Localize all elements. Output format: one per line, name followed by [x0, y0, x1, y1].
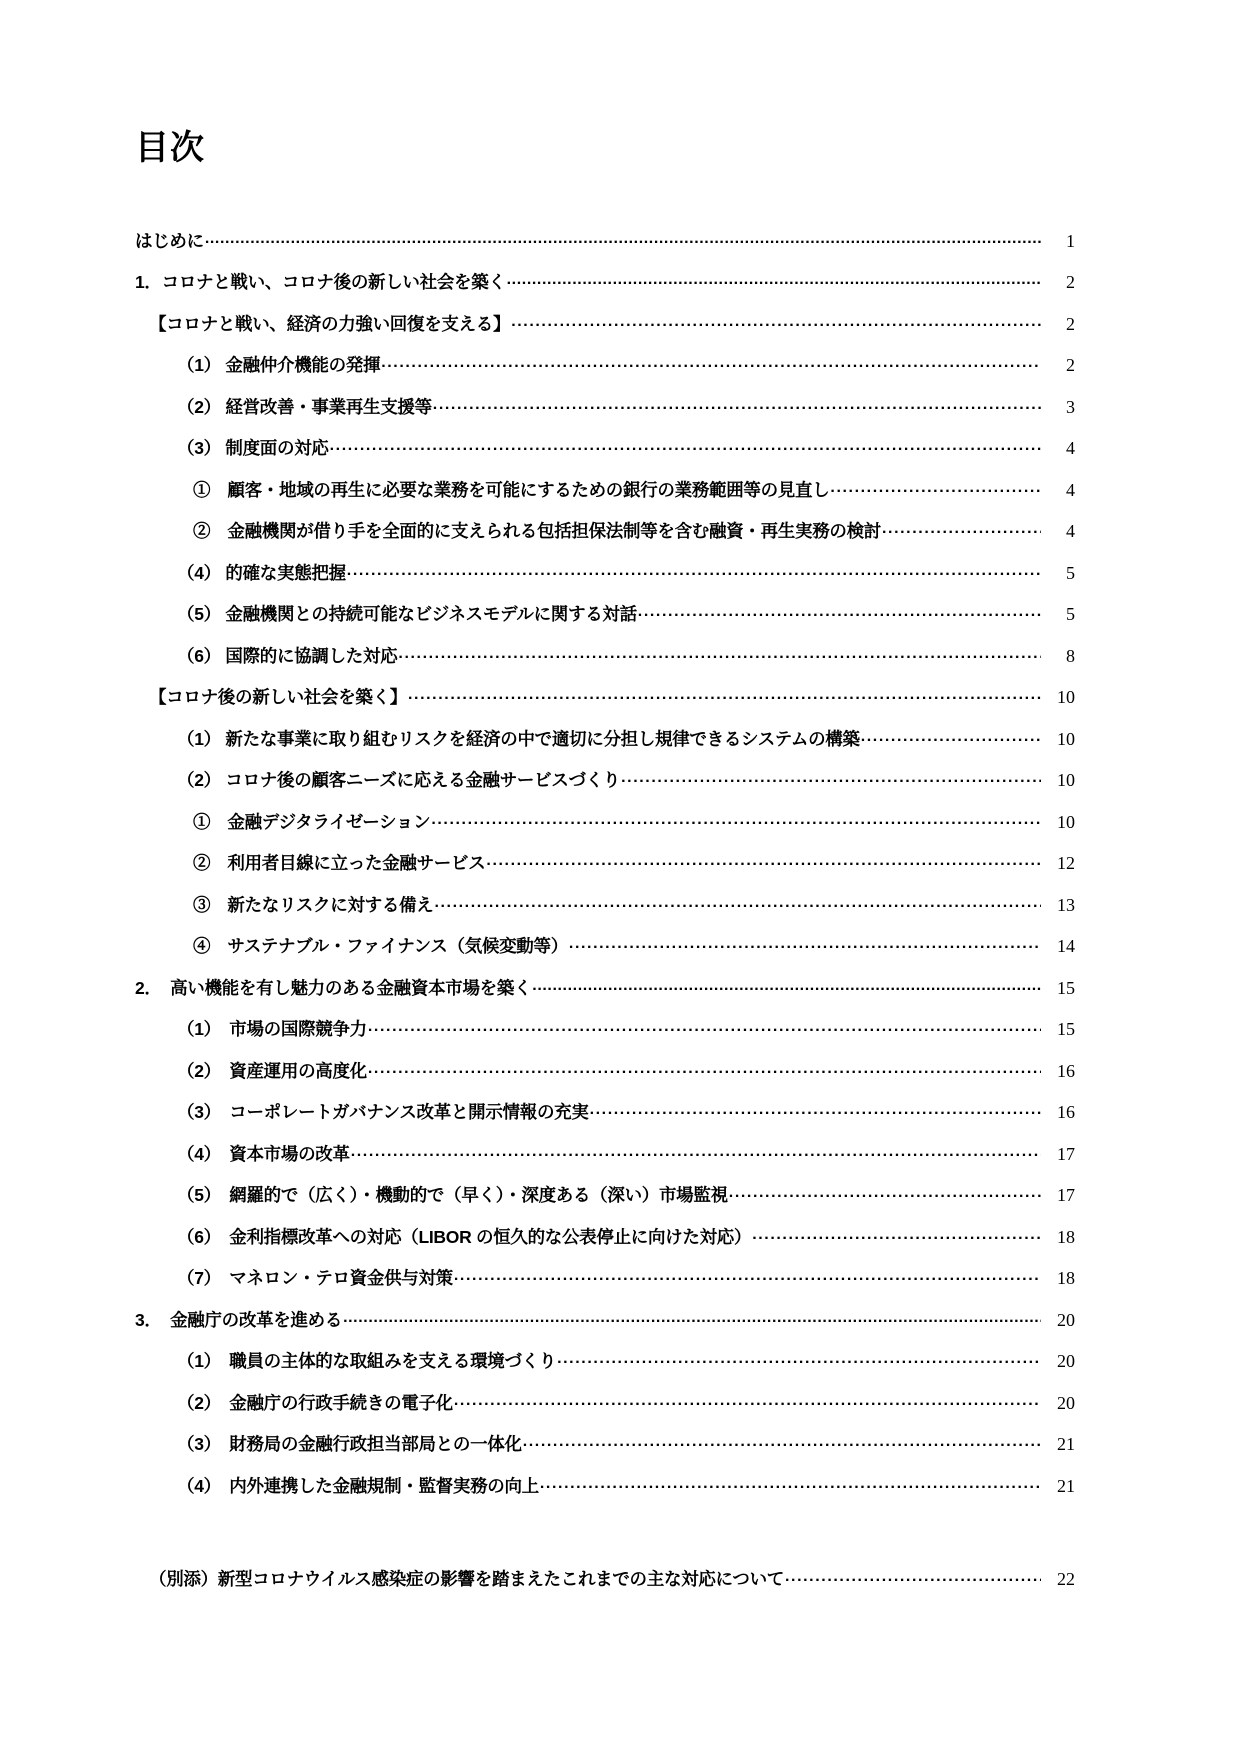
toc-entry[interactable]	[177, 1433, 1075, 1454]
toc-entry[interactable]	[177, 395, 1075, 416]
toc-entry-page-number: 10	[1057, 687, 1075, 708]
toc-entry-label: （5） 網羅的で（広く）・機動的で（早く）・深度ある（深い）市場監視	[177, 1185, 728, 1206]
toc-entry-page-number: 15	[1057, 977, 1075, 998]
toc-entry-label: （2） 金融庁の行政手続きの電子化	[177, 1392, 453, 1413]
toc-leader-dots	[532, 976, 1041, 994]
toc-entry-page-number: 4	[1066, 521, 1075, 542]
toc-entry[interactable]	[177, 1350, 1075, 1371]
toc-list	[135, 229, 1075, 1496]
toc-entry-page-number: 15	[1057, 1019, 1075, 1040]
toc-entry-label: （1） 職員の主体的な取組みを支える環境づくり	[177, 1351, 557, 1372]
toc-leader-dots	[368, 1018, 1041, 1036]
toc-entry-label: 【コロナ後の新しい社会を築く】	[149, 687, 407, 708]
toc-content	[135, 129, 1075, 1609]
toc-leader-dots	[507, 271, 1041, 289]
toc-leader-dots	[590, 1101, 1041, 1119]
toc-entry-page-number: 2	[1066, 355, 1075, 376]
toc-leader-dots	[381, 354, 1041, 372]
toc-leader-dots	[343, 1308, 1041, 1326]
toc-entry-page-number: 5	[1066, 562, 1075, 583]
toc-entry[interactable]	[177, 354, 1075, 375]
toc-entry-label: （4） 的確な実態把握	[177, 562, 346, 583]
toc-entry-label: 3． 金融庁の改革を進める	[135, 1309, 343, 1330]
toc-entry-label: （6） 国際的に協調した対応	[177, 645, 398, 666]
toc-entry-label: （2） 経営改善・事業再生支援等	[177, 396, 432, 417]
toc-entry[interactable]	[177, 1018, 1075, 1039]
toc-leader-dots	[454, 1391, 1041, 1409]
toc-entry-page-number: 17	[1057, 1143, 1075, 1164]
toc-entry-page-number: 20	[1057, 1351, 1075, 1372]
toc-entry[interactable]	[193, 810, 1075, 831]
toc-entry-page-number: 10	[1057, 770, 1075, 791]
toc-entry-page-number: 13	[1057, 894, 1075, 915]
toc-entry-page-number: 2	[1066, 313, 1075, 334]
toc-leader-dots	[398, 644, 1041, 662]
toc-leader-dots	[205, 229, 1041, 247]
toc-entry-label: はじめに	[135, 230, 204, 251]
toc-leader-dots	[486, 852, 1041, 870]
toc-entry-page-number: 20	[1057, 1309, 1075, 1330]
toc-entry[interactable]	[177, 727, 1075, 748]
toc-entry[interactable]	[193, 852, 1075, 873]
toc-entry-label: （3） 財務局の金融行政担当部局との一体化	[177, 1434, 522, 1455]
toc-entry[interactable]	[193, 935, 1075, 956]
toc-entry[interactable]	[135, 976, 1075, 997]
toc-leader-dots	[729, 1184, 1041, 1202]
toc-entry-label: 2． 高い機能を有し魅力のある金融資本市場を築く	[135, 977, 532, 998]
toc-entry-page-number: 10	[1057, 728, 1075, 749]
toc-leader-dots	[523, 1433, 1041, 1451]
toc-entry-page-number: 18	[1057, 1226, 1075, 1247]
toc-leader-dots	[347, 561, 1041, 579]
toc-entry-page-number: 14	[1057, 936, 1075, 957]
toc-leader-dots	[569, 935, 1041, 953]
toc-entry-label: （6） 金利指標改革への対応（LIBOR の恒久的な公表停止に向けた対応）	[177, 1226, 752, 1247]
toc-leader-dots	[882, 520, 1041, 538]
toc-leader-dots	[431, 810, 1041, 828]
toc-entry[interactable]	[177, 1267, 1075, 1288]
toc-entry[interactable]	[177, 1142, 1075, 1163]
toc-entry[interactable]	[177, 1101, 1075, 1122]
toc-entry-label: ④ サステナブル・ファイナンス（気候変動等）	[193, 936, 568, 957]
toc-leader-dots	[434, 893, 1041, 911]
toc-entry[interactable]	[135, 271, 1075, 292]
toc-entry[interactable]	[135, 229, 1075, 250]
toc-leader-dots	[638, 603, 1041, 621]
toc-entry[interactable]	[135, 1308, 1075, 1329]
toc-entry-label: ① 金融デジタライゼーション	[193, 811, 431, 832]
toc-entry-label: （4） 資本市場の改革	[177, 1143, 350, 1164]
toc-entry-page-number: 21	[1057, 1475, 1075, 1496]
toc-leader-dots	[785, 1568, 1041, 1586]
toc-leader-dots	[752, 1225, 1041, 1243]
toc-entry[interactable]	[177, 1474, 1075, 1495]
toc-entry[interactable]	[177, 437, 1075, 458]
toc-entry-page-number: 16	[1057, 1102, 1075, 1123]
toc-entry-page-number: 1	[1066, 230, 1075, 251]
toc-leader-dots	[351, 1142, 1041, 1160]
toc-entry-label: （1） 市場の国際競争力	[177, 1019, 367, 1040]
toc-entry-label: （4） 内外連携した金融規制・監督実務の向上	[177, 1475, 539, 1496]
toc-entry[interactable]	[177, 1391, 1075, 1412]
toc-entry-label: （2） 資産運用の高度化	[177, 1060, 367, 1081]
toc-leader-dots	[511, 312, 1041, 330]
toc-entry-page-number: 3	[1066, 396, 1075, 417]
toc-entry-label: （5） 金融機関との持続可能なビジネスモデルに関する対話	[177, 604, 637, 625]
toc-entry-page-number: 2	[1066, 272, 1075, 293]
toc-entry-label: ① 顧客・地域の再生に必要な業務を可能にするための銀行の業務範囲等の見直し	[193, 479, 830, 500]
toc-entry[interactable]	[193, 893, 1075, 914]
toc-leader-dots	[830, 478, 1041, 496]
toc-entry-label: （3） コーポレートガバナンス改革と開示情報の充実	[177, 1102, 589, 1123]
toc-leader-dots	[330, 437, 1041, 455]
toc-leader-dots	[433, 395, 1041, 413]
toc-leader-dots	[540, 1474, 1041, 1492]
toc-entry-label: （1） 新たな事業に取り組むリスクを経済の中で適切に分担し規律できるシステムの構築	[177, 728, 860, 749]
toc-entry-page-number: 20	[1057, 1392, 1075, 1413]
toc-entry[interactable]	[177, 644, 1075, 665]
toc-entry-page-number: 4	[1066, 438, 1075, 459]
toc-entry-page-number: 10	[1057, 811, 1075, 832]
toc-entry[interactable]	[177, 1184, 1075, 1205]
toc-entry-page-number: 17	[1057, 1185, 1075, 1206]
toc-entry[interactable]	[149, 686, 1075, 707]
toc-entry-label: （別添）新型コロナウイルス感染症の影響を踏まえたこれまでの主な対応について	[149, 1569, 784, 1590]
toc-entry-page-number: 8	[1066, 645, 1075, 666]
toc-entry-label: （2） コロナ後の顧客ニーズに応える金融サービスづくり	[177, 770, 621, 791]
toc-entry[interactable]	[149, 312, 1075, 333]
toc-leader-dots	[621, 769, 1041, 787]
toc-entry[interactable]	[193, 478, 1075, 499]
toc-entry-label: 1．コロナと戦い、コロナ後の新しい社会を築く	[135, 272, 506, 293]
toc-entry-label: （3） 制度面の対応	[177, 438, 329, 459]
toc-entry[interactable]	[177, 1059, 1075, 1080]
toc-entry-label: ② 金融機関が借り手を全面的に支えられる包括担保法制等を含む融資・再生実務の検討	[193, 521, 881, 542]
toc-entry-label: 【コロナと戦い、経済の力強い回復を支える】	[149, 313, 511, 334]
toc-leader-dots	[861, 727, 1041, 745]
toc-entry-page-number: 5	[1066, 604, 1075, 625]
page-title: 目次	[135, 129, 205, 167]
toc-entry-page-number: 21	[1057, 1434, 1075, 1455]
toc-entry[interactable]	[177, 769, 1075, 790]
toc-entry[interactable]	[177, 561, 1075, 582]
toc-entry-page-number: 4	[1066, 479, 1075, 500]
toc-entry-page-number: 18	[1057, 1268, 1075, 1289]
toc-entry-label: （1） 金融仲介機能の発揮	[177, 355, 381, 376]
toc-entry-label: （7） マネロン・テロ資金供与対策	[177, 1268, 453, 1289]
toc-annex-spacer	[135, 1516, 975, 1568]
toc-entry-page-number: 22	[1057, 1569, 1075, 1590]
toc-leader-dots	[557, 1350, 1041, 1368]
toc-leader-dots	[454, 1267, 1041, 1285]
toc-entry-page-number: 16	[1057, 1060, 1075, 1081]
toc-leader-dots	[368, 1059, 1041, 1077]
toc-entry[interactable]	[193, 520, 1075, 541]
toc-entry[interactable]	[177, 1225, 1075, 1246]
toc-leader-dots	[408, 686, 1041, 704]
toc-entry-label: ③ 新たなリスクに対する備え	[193, 894, 434, 915]
toc-entry-annex[interactable]	[149, 1568, 1075, 1589]
toc-entry-label: ② 利用者目線に立った金融サービス	[193, 853, 486, 874]
toc-entry[interactable]	[177, 603, 1075, 624]
toc-entry-page-number: 12	[1057, 853, 1075, 874]
